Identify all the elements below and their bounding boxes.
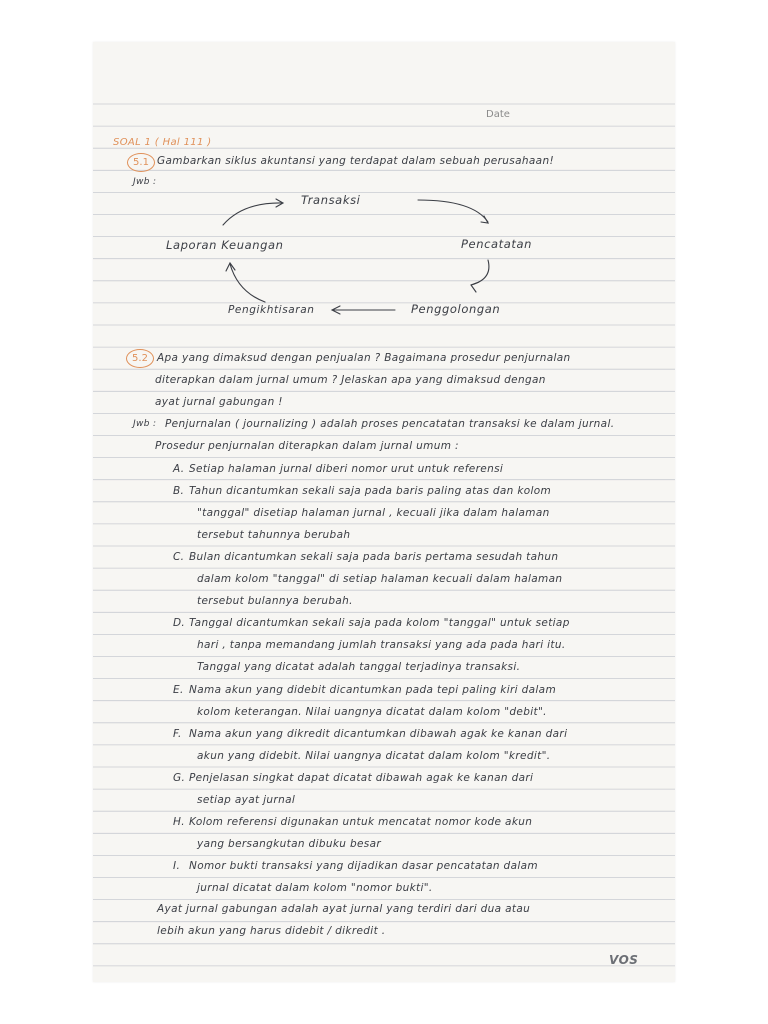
procedure-item-letter: E.	[173, 683, 184, 696]
procedure-item-text: Nomor bukti transaksi yang dijadikan dasar pencatatan dalam	[189, 860, 538, 873]
cycle-node-pengikhtisaran: Pengikhtisaran	[228, 304, 315, 316]
closing-definition-line: Ayat jurnal gabungan adalah ayat jurnal yang terdiri dari dua atau	[157, 902, 531, 915]
procedure-item-text: yang bersangkutan dibuku besar	[197, 838, 382, 851]
procedure-item-text: Tahun dicantumkan sekali saja pada baris paling atas dan kolom	[189, 484, 552, 497]
cycle-node-penggolongan: Penggolongan	[411, 302, 501, 316]
procedure-item-text: dalam kolom "tanggal" di setiap halaman kecuali dalam halaman	[197, 573, 563, 585]
question-5-1-text: Gambarkan siklus akuntansi yang terdapat dalam sebuah perusahaan!	[157, 155, 555, 167]
procedure-item-letter: I.	[173, 860, 181, 873]
procedure-item-text: Tanggal dicantumkan sekali saja pada kolom "tanggal" untuk setiap	[189, 617, 570, 630]
procedure-item-text: Nama akun yang dikredit dicantumkan dibawah agak ke kanan dari	[189, 727, 568, 740]
brand-logo: VOS	[609, 953, 639, 967]
procedure-item-letter: B.	[173, 484, 185, 497]
closing-definition-line: lebih akun yang harus didebit / dikredit .	[157, 924, 386, 937]
procedure-item-text: Setiap halaman jurnal diberi nomor urut untuk referensi	[189, 462, 504, 475]
answer-intro-line: Prosedur penjurnalan diterapkan dalam jurnal umum :	[155, 440, 459, 453]
question-5-2-line: ayat jurnal gabungan !	[155, 396, 283, 409]
cycle-node-transaksi: Transaksi	[301, 193, 361, 207]
procedure-item-letter: C.	[173, 550, 185, 563]
cycle-node-pencatatan: Pencatatan	[461, 237, 533, 251]
cycle-node-laporan-keuangan: Laporan Keuangan	[166, 238, 284, 252]
procedure-item-letter: G.	[173, 771, 186, 784]
notebook-page	[93, 42, 675, 982]
procedure-item-text: setiap ayat jurnal	[197, 794, 296, 806]
question-5-2-line: Apa yang dimaksud dengan penjualan ? Bagaimana prosedur penjurnalan	[157, 352, 571, 364]
procedure-item-text: Penjelasan singkat dapat dicatat dibawah agak ke kanan dari	[189, 771, 534, 784]
answer-intro-line: Penjurnalan ( journalizing ) adalah proses pencatatan transaksi ke dalam jurnal.	[165, 418, 615, 431]
question-5-2-line: diterapkan dalam jurnal umum ? Jelaskan apa yang dimaksud dengan	[155, 374, 546, 387]
question-number-5-2: 5.2	[126, 349, 154, 368]
procedure-item-text: Bulan dicantumkan sekali saja pada baris pertama sesudah tahun	[189, 550, 559, 563]
procedure-item-text: Kolom referensi digunakan untuk mencatat nomor kode akun	[189, 816, 533, 829]
answer-label-5-2: Jwb :	[133, 419, 157, 430]
procedure-item-text: Nama akun yang didebit dicantumkan pada tepi paling kiri dalam	[189, 683, 557, 696]
question-number-5-1: 5.1	[127, 153, 155, 172]
procedure-item-letter: A.	[173, 462, 185, 475]
procedure-item-text: "tanggal" disetiap halaman jurnal , kecuali jika dalam halaman	[197, 506, 550, 519]
procedure-item-text: tersebut tahunnya berubah	[197, 528, 351, 541]
procedure-item-text: Tanggal yang dicatat adalah tanggal terjadinya transaksi.	[197, 661, 521, 674]
procedure-item-letter: D.	[173, 617, 186, 630]
procedure-item-text: kolom keterangan. Nilai uangnya dicatat dalam kolom "debit".	[197, 705, 547, 718]
procedure-item-text: jurnal dicatat dalam kolom "nomor bukti".	[197, 882, 433, 895]
procedure-item-letter: F.	[173, 727, 182, 740]
procedure-item-text: tersebut bulannya berubah.	[197, 595, 353, 608]
procedure-item-letter: H.	[173, 816, 185, 829]
procedure-item-text: hari , tanpa memandang jumlah transaksi yang ada pada hari itu.	[197, 639, 566, 652]
answer-label-5-1: Jwb :	[133, 177, 157, 187]
section-title: SOAL 1 ( Hal 111 )	[113, 137, 212, 148]
procedure-item-text: akun yang didebit. Nilai uangnya dicatat dalam kolom "kredit".	[197, 749, 551, 762]
date-label: Date	[486, 109, 510, 120]
